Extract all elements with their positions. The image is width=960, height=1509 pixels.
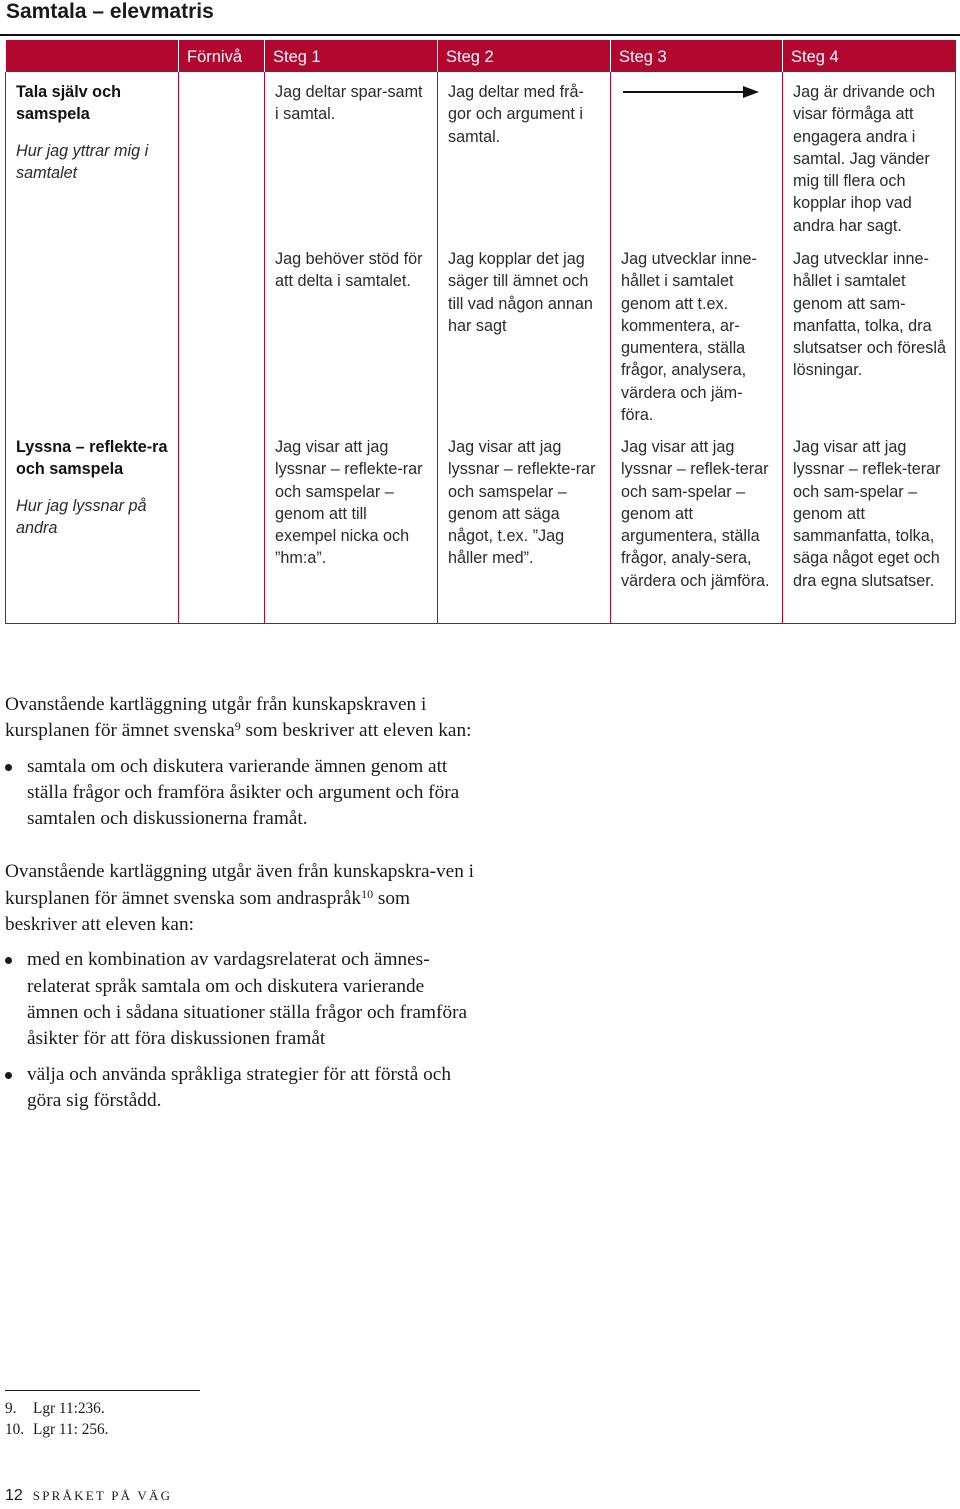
row-category-cell [6,72,179,244]
header-empty [6,40,179,72]
footnote-10: 10. Lgr 11: 256. [5,1421,109,1438]
cell-steg-2: Jag deltar med frå-gor och argument i samtal. [438,72,611,244]
header-steg-1: Steg 1 [265,40,438,72]
cell-fornivå [179,72,265,244]
table-row [6,244,956,432]
cell-steg-1: Jag visar att jag lyssnar – reflekte-rar och samspelar – genom att till exempel nicka och ”hm:a”. [265,432,438,624]
cell-steg-3: Jag visar att jag lyssnar – reflek-terar och sam-spelar – genom att argumentera, ställa frågor, analy-sera, värdera och jämföra. [611,432,783,624]
cell-steg-2: Jag visar att jag lyssnar – reflekte-rar och samspelar – genom att säga något, t.ex. ”Jag håller med”. [438,432,611,624]
category-subtitle: Hur jag yttrar mig i samtalet [16,141,149,182]
cell-steg-4: Jag är drivande och visar förmåga att engagera andra i samtal. Jag vänder mig till flera och kopplar ihop vad andra har sagt. [783,72,956,244]
cell-steg-1: Jag behöver stöd för att delta i samtalet. [265,244,438,432]
page-footer [5,1487,172,1505]
bullet-list-2 [5,947,475,1114]
category-subtitle: Hur jag lyssnar på andra [16,496,147,537]
arrow-right-icon [621,81,761,103]
header-steg-4: Steg 4 [783,40,956,72]
category-title: Lyssna – reflekte-ra och samspela [16,438,168,479]
category-title: Tala själv och samspela [16,83,121,124]
matrix-header-row [6,40,956,72]
list-item: välja och använda språkliga strategier för att förstå och göra sig förstådd. [5,1062,475,1115]
footnote-ref-9: 9 [234,719,241,734]
cell-fornivå [179,432,265,624]
row-category-cell [6,244,179,432]
table-row [6,72,956,244]
list-item: samtala om och diskutera varierande ämnen genom att ställa frågor och framföra åsikter och argument och föra samtalen och diskussionerna framåt. [5,754,475,833]
footnote-ref-10: 10 [361,886,374,901]
list-item: med en kombination av vardagsrelaterat och ämnes-relaterat språk samtala om och diskutera varierande ämnen och i sådana situationer ställa frågor och framföra åsikter för att föra diskussionen framåt [5,947,475,1052]
cell-steg-1: Jag deltar spar-samt i samtal. [265,72,438,244]
footnote-9: 9. Lgr 11:236. [5,1400,105,1417]
cell-fornivå [179,244,265,432]
paragraph-1: Ovanstående kartläggning utgår från kunskapskraven i kursplanen för ämnet svenska$^9$ som beskriver att eleven kan: [5,694,472,742]
student-matrix-table [5,40,956,624]
cell-steg-4: Jag visar att jag lyssnar – reflek-terar och sam-spelar – genom att sammanfatta, tolka, säga något eget och dra egna slutsatser. [783,432,956,624]
table-row [6,432,956,624]
book-title: SPRÅKET PÅ VÄG [32,1488,173,1503]
footnotes [5,1398,108,1440]
paragraph-2: Ovanstående kartläggning utgår även från kunskapskra-ven i kursplanen för ämnet svenska som andraspråk$^{10}$ som beskriver att eleven kan: [5,861,475,936]
footnote-rule [5,1390,200,1391]
header-fornivå: Förnivå [179,40,265,72]
header-steg-2: Steg 2 [438,40,611,72]
row-category-cell [6,432,179,624]
bullet-list-1 [5,754,475,833]
page-title: Samtala – elevmatris [6,0,214,23]
cell-steg-2: Jag kopplar det jag säger till ämnet och till vad någon annan har sagt [438,244,611,432]
title-rule [0,34,960,36]
cell-steg-3: Jag utvecklar inne-hållet i samtalet genom att t.ex. kommentera, ar-gumentera, ställa frågor, analysera, värdera och jäm-föra. [611,244,783,432]
page-number: 12 [5,1487,23,1504]
body-text [5,692,475,1123]
cell-steg-4: Jag utvecklar inne-hållet i samtalet genom att sam-manfatta, tolka, dra slutsatser och föreslå lösningar. [783,244,956,432]
header-steg-3: Steg 3 [611,40,783,72]
cell-steg-3 [611,72,783,244]
